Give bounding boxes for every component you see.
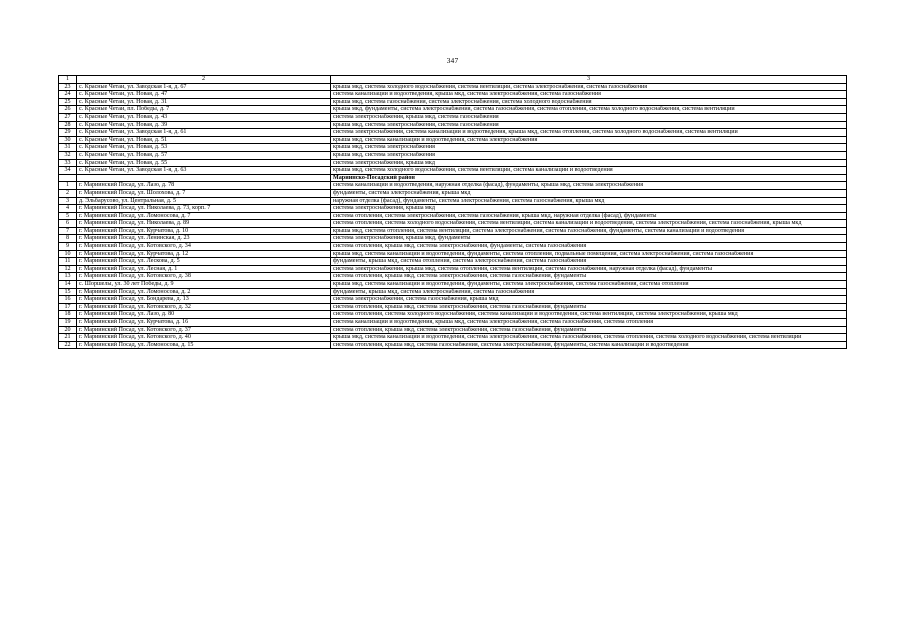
row-works: фундаменты, крыша мкд, система электроснабжения, система газоснабжения — [331, 288, 847, 296]
table-row — [59, 83, 847, 91]
row-works: система отопления, крыша мкд, система электроснабжения, фундаменты, система газоснабжения — [331, 243, 847, 251]
row-number: 10 — [59, 250, 77, 258]
table-row — [59, 182, 847, 190]
row-works: система канализации и водоотведения, крыша мкд, система электроснабжения, система газоснабжения — [331, 91, 847, 99]
row-works: система электроснабжения, крыша мкд — [331, 159, 847, 167]
row-number: 5 — [59, 212, 77, 220]
row-number: 25 — [59, 98, 77, 106]
row-address: г. Мариинский Посад, ул. Лескова, д. 5 — [77, 258, 331, 266]
table-row — [59, 98, 847, 106]
table-row — [59, 189, 847, 197]
table-row — [59, 136, 847, 144]
row-works: система электроснабжения, крыша мкд — [331, 205, 847, 213]
table-row — [59, 273, 847, 281]
table-row — [59, 250, 847, 258]
row-works: крыша мкд, система электроснабжения — [331, 151, 847, 159]
row-address: г. Мариинский Посад, ул. Лазо, д. 78 — [77, 182, 331, 190]
row-number: 30 — [59, 136, 77, 144]
table-row — [59, 296, 847, 304]
table-row — [59, 151, 847, 159]
row-number: 13 — [59, 273, 77, 281]
row-address: с. Красные Четаи, ул. Новая, д. 53 — [77, 144, 331, 152]
row-address: г. Мариинский Посад, ул. Курчатова, д. 10 — [77, 227, 331, 235]
row-works: система электроснабжения, крыша мкд, система отопления, система вентиляции, система газоснабжения, наружная отделка (фасад), фундаменты — [331, 265, 847, 273]
row-address: г. Мариинский Посад, ул. Котовского, д. 38 — [77, 273, 331, 281]
row-works: крыша мкд, система отопления, система вентиляции, система электроснабжения, система газоснабжения, фундаменты, система канализации и водоотведения — [331, 227, 847, 235]
row-works: крыша мкд, система газоснабжения, система электроснабжения, система холодного водоснабжения — [331, 98, 847, 106]
table-row — [59, 121, 847, 129]
row-address: с. Красные Четаи, ул. Новая, д. 51 — [77, 136, 331, 144]
row-address: г. Мариинский Посад, ул. Николаева, д. 73, корп. 7 — [77, 205, 331, 213]
row-number: 15 — [59, 288, 77, 296]
row-address: с. Красные Четаи, ул. Заводская 1-я, д. 61 — [77, 129, 331, 137]
row-number: 33 — [59, 159, 77, 167]
row-works: система канализации и водоотведения, крыша мкд, система электроснабжения, система газоснабжения, система отопления — [331, 319, 847, 327]
row-number: 19 — [59, 319, 77, 327]
row-works: крыша мкд, система канализации и водоотведения, система электроснабжения, система газоснабжения, система отопления, система холодного водоснабжения, система вентиляции — [331, 334, 847, 342]
row-number: 1 — [59, 182, 77, 190]
table-body — [59, 76, 847, 349]
table-row — [59, 159, 847, 167]
row-number: 22 — [59, 341, 77, 349]
row-address: с. Красные Четаи, ул. Новая, д. 43 — [77, 113, 331, 121]
table-row — [59, 319, 847, 327]
table-row — [59, 243, 847, 251]
row-address: г. Мариинский Посад, ул. Шолохова, д. 7 — [77, 189, 331, 197]
row-number: 31 — [59, 144, 77, 152]
row-works: крыша мкд, система канализации и водоотведения, фундаменты, система электроснабжения, система газоснабжения, система отопления — [331, 281, 847, 289]
row-works: система отопления, система холодного водоснабжения, система вентиляции, система канализации и водоотведения, система электроснабжения, система газоснабжения, крыша мкд — [331, 220, 847, 228]
table-row — [59, 106, 847, 114]
row-works: система отопления, крыша мкд, система электроснабжения, система газоснабжения, фундаменты — [331, 273, 847, 281]
row-address: с. Красные Четаи, ул. Новая, д. 47 — [77, 91, 331, 99]
row-number: 18 — [59, 311, 77, 319]
table-row — [59, 235, 847, 243]
row-address: с. Красные Четаи, ул. Заводская 1-я, д. 63 — [77, 167, 331, 175]
row-number: 17 — [59, 303, 77, 311]
table-row — [59, 197, 847, 205]
table-row — [59, 129, 847, 137]
row-number: 29 — [59, 129, 77, 137]
row-number: 9 — [59, 243, 77, 251]
row-number: 24 — [59, 91, 77, 99]
row-number: 2 — [59, 189, 77, 197]
header-row — [59, 76, 847, 84]
row-number: 3 — [59, 197, 77, 205]
row-works: система отопления, система холодного водоснабжения, система канализации и водоотведения, система вентиляции, система электроснабжения, крыша мкд — [331, 311, 847, 319]
row-number: 27 — [59, 113, 77, 121]
row-address: с. Красные Четаи, ул. Новая, д. 57 — [77, 151, 331, 159]
row-works: фундаменты, система электроснабжения, крыша мкд — [331, 189, 847, 197]
table-row — [59, 220, 847, 228]
row-works: система канализации и водоотведения, наружная отделка (фасад), фундаменты, крыша мкд, система электроснабжения — [331, 182, 847, 190]
table-row — [59, 281, 847, 289]
row-address: г. Мариинский Посад, ул. Курчатова, д. 12 — [77, 250, 331, 258]
row-address: д. Эльбарусово, ул. Центральная, д. 5 — [77, 197, 331, 205]
row-address: с. Шоршелы, ул. 30 лет Победы, д. 9 — [77, 281, 331, 289]
table-row — [59, 341, 847, 349]
row-address: с. Красные Четаи, ул. Новая, д. 31 — [77, 98, 331, 106]
table-row — [59, 144, 847, 152]
table-row — [59, 288, 847, 296]
row-works: крыша мкд, система холодного водоснабжения, система вентиляции, система электроснабжения, система газоснабжения — [331, 83, 847, 91]
row-works: наружная отделка (фасад), фундаменты, система электроснабжения, система газоснабжения, крыша мкд — [331, 197, 847, 205]
row-works: система отопления, крыша мкд, система газоснабжения, система электроснабжения, фундаменты, система канализации и водоотведения — [331, 341, 847, 349]
row-number: 16 — [59, 296, 77, 304]
header-col-works: 3 — [331, 76, 847, 84]
row-address: г. Мариинский Посад, ул. Котовского, д. 40 — [77, 334, 331, 342]
row-address: г. Мариинский Посад, ул. Котовского, д. 34 — [77, 243, 331, 251]
row-number: 11 — [59, 258, 77, 266]
district-row — [59, 174, 847, 182]
row-number: 20 — [59, 326, 77, 334]
row-address: г. Мариинский Посад, ул. Лесная, д. 1 — [77, 265, 331, 273]
row-address: г. Мариинский Посад, ул. Курчатова, д. 16 — [77, 319, 331, 327]
row-address: с. Красные Четаи, пл. Победы, д. 7 — [77, 106, 331, 114]
header-col-address: 2 — [77, 76, 331, 84]
row-works: крыша мкд, система электроснабжения — [331, 144, 847, 152]
table-row — [59, 303, 847, 311]
row-address: г. Мариинский Посад, ул. Ломоносова, д. 7 — [77, 212, 331, 220]
district-title: Мариинско-Посадский район — [331, 174, 847, 182]
table-row — [59, 113, 847, 121]
row-number: 6 — [59, 220, 77, 228]
row-number: 4 — [59, 205, 77, 213]
row-works: система электроснабжения, система газоснабжения, крыша мкд — [331, 296, 847, 304]
row-number: 28 — [59, 121, 77, 129]
row-number: 26 — [59, 106, 77, 114]
table-row — [59, 265, 847, 273]
row-number: 8 — [59, 235, 77, 243]
row-address: г. Мариинский Посад, ул. Бондарева, д. 13 — [77, 296, 331, 304]
row-works: крыша мкд, фундаменты, система электроснабжения, система газоснабжения, система отопления, система холодного водоснабжения, система вентиляции — [331, 106, 847, 114]
table-row — [59, 311, 847, 319]
table-row — [59, 334, 847, 342]
row-number: 14 — [59, 281, 77, 289]
table-row — [59, 167, 847, 175]
works-table — [58, 75, 847, 349]
row-works: система отопления, система электроснабжения, система газоснабжения, крыша мкд, наружная отделка (фасад), фундаменты — [331, 212, 847, 220]
row-number: 32 — [59, 151, 77, 159]
row-works: система электроснабжения, крыша мкд, фундаменты — [331, 235, 847, 243]
page-number: 347 — [446, 56, 459, 65]
row-works: крыша мкд, система канализации и водоотведения, система электроснабжения — [331, 136, 847, 144]
row-works: система электроснабжения, крыша мкд, система газоснабжения — [331, 113, 847, 121]
row-address: с. Красные Четаи, ул. Заводская 1-я, д. 67 — [77, 83, 331, 91]
row-works: крыша мкд, система холодного водоснабжения, система вентиляции, система канализации и водоотведения — [331, 167, 847, 175]
table-row — [59, 205, 847, 213]
row-works: система электроснабжения, система канализации и водоотведения, крыша мкд, система отопления, система холодного водоснабжения, система вентиляции — [331, 129, 847, 137]
row-number: 7 — [59, 227, 77, 235]
district-cell-empty — [59, 174, 77, 182]
row-address: с. Красные Четаи, ул. Новая, д. 55 — [77, 159, 331, 167]
row-address: с. Красные Четаи, ул. Новая, д. 39 — [77, 121, 331, 129]
table-row — [59, 227, 847, 235]
table-row — [59, 326, 847, 334]
row-number: 21 — [59, 334, 77, 342]
row-works: система отопления, крыша мкд, система электроснабжения, система газоснабжения, фундаменты — [331, 303, 847, 311]
row-number: 23 — [59, 83, 77, 91]
row-address: г. Мариинский Посад, ул. Котовского, д. 32 — [77, 303, 331, 311]
header-col-number: 1 — [59, 76, 77, 84]
row-works: система отопления, крыша мкд, система электроснабжения, система газоснабжения, фундаменты — [331, 326, 847, 334]
row-address: г. Мариинский Посад, ул. Лазо, д. 80 — [77, 311, 331, 319]
row-address: г. Мариинский Посад, ул. Николаева, д. 89 — [77, 220, 331, 228]
row-address: г. Мариинский Посад, ул. Ленинская, д. 23 — [77, 235, 331, 243]
district-cell-empty — [77, 174, 331, 182]
row-number: 34 — [59, 167, 77, 175]
row-works: фундаменты, крыша мкд, система отопления, система электроснабжения, система газоснабжения — [331, 258, 847, 266]
table-row — [59, 212, 847, 220]
row-address: г. Мариинский Посад, ул. Ломоносова, д. 15 — [77, 341, 331, 349]
row-address: г. Мариинский Посад, ул. Ломоносова, д. 2 — [77, 288, 331, 296]
row-works: крыша мкд, система канализации и водоотведения, фундаменты, система отопления, подвальные помещения, система электроснабжения, система газоснабжения — [331, 250, 847, 258]
row-works: крыша мкд, система электроснабжения, система газоснабжения — [331, 121, 847, 129]
row-address: г. Мариинский Посад, ул. Котовского, д. 37 — [77, 326, 331, 334]
table-row — [59, 91, 847, 99]
table-row — [59, 258, 847, 266]
row-number: 12 — [59, 265, 77, 273]
